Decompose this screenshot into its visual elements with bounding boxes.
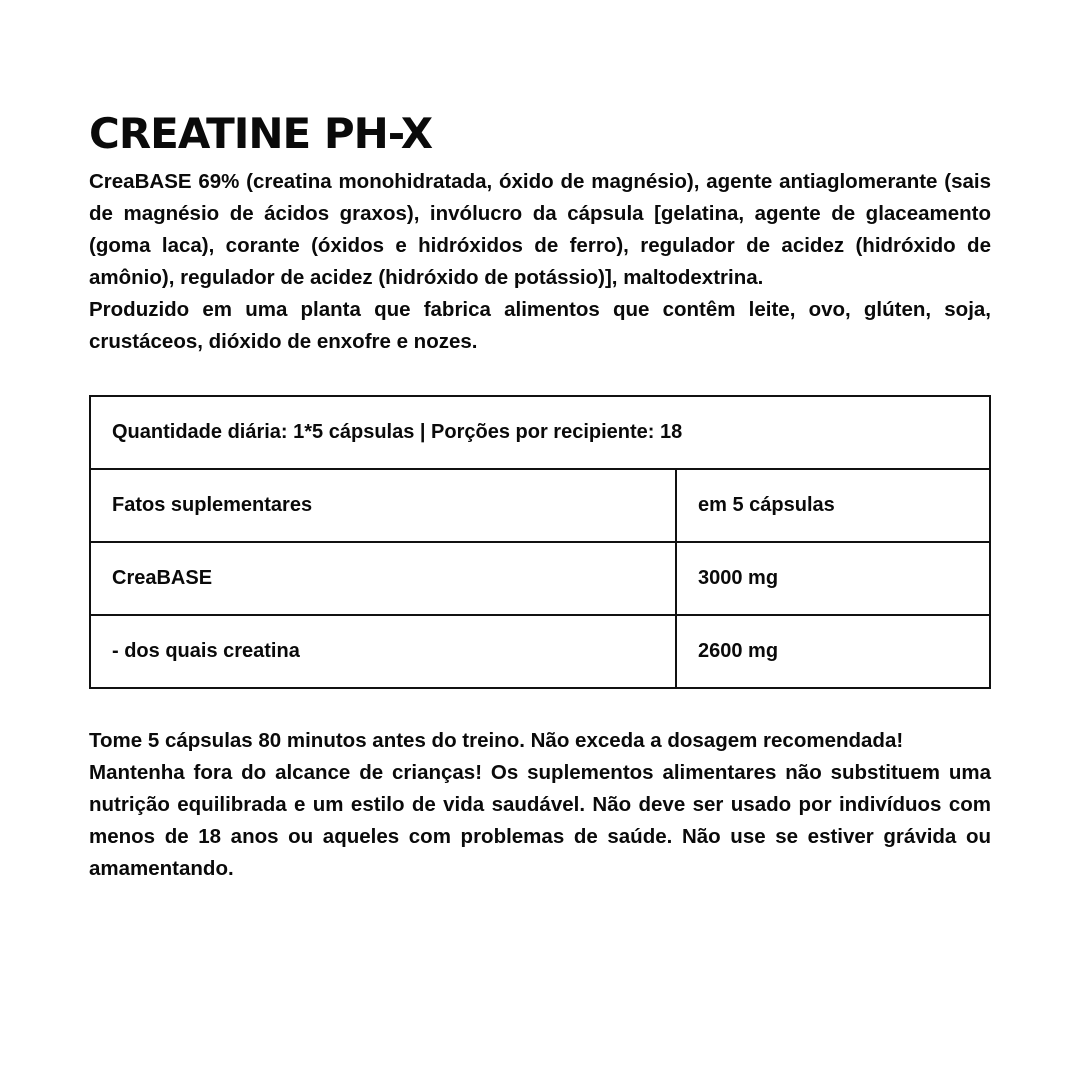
label-document bbox=[89, 108, 991, 885]
table-column-row bbox=[90, 469, 990, 542]
nutrient-value: 3000 mg bbox=[676, 542, 990, 615]
column-header-amount: em 5 cápsulas bbox=[676, 469, 990, 542]
nutrient-value: 2600 mg bbox=[676, 615, 990, 688]
table-row bbox=[90, 542, 990, 615]
warnings-text: Mantenha fora do alcance de crianças! Os suplementos alimentares não substituem uma nutrição equilibrada e um estilo de vida saudável. Não deve ser usado por indivíduos com menos de 18 anos ou aqueles com problemas de saúde. Não use se estiver grávida ou amamentando. bbox=[89, 761, 991, 880]
table-header-row bbox=[90, 396, 990, 469]
serving-info: Quantidade diária: 1*5 cápsulas | Porções por recipiente: 18 bbox=[90, 396, 990, 469]
ingredients-text: CreaBASE 69% (creatina monohidratada, óxido de magnésio), agente antiaglomerante (sais de magnésio de ácidos graxos), invólucro da cápsula [gelatina, agente de glaceamento (goma laca), corante (óxidos e hidróxidos de ferro), regulador de acidez (hidróxido de amônio), regulador de acidez (hidróxido de potássio)], maltodextrina. bbox=[89, 170, 991, 289]
usage-text: Tome 5 cápsulas 80 minutos antes do treino. Não exceda a dosagem recomendada! bbox=[89, 729, 904, 752]
supplement-facts-table bbox=[89, 395, 991, 689]
nutrient-name: - dos quais creatina bbox=[90, 615, 676, 688]
product-title: CREATINE PH-X bbox=[89, 109, 433, 158]
table-row bbox=[90, 615, 990, 688]
allergens-text: Produzido em uma planta que fabrica alimentos que contêm leite, ovo, glúten, soja, crustáceos, dióxido de enxofre e nozes. bbox=[89, 298, 991, 353]
column-header-name: Fatos suplementares bbox=[90, 469, 676, 542]
nutrient-name: CreaBASE bbox=[90, 542, 676, 615]
